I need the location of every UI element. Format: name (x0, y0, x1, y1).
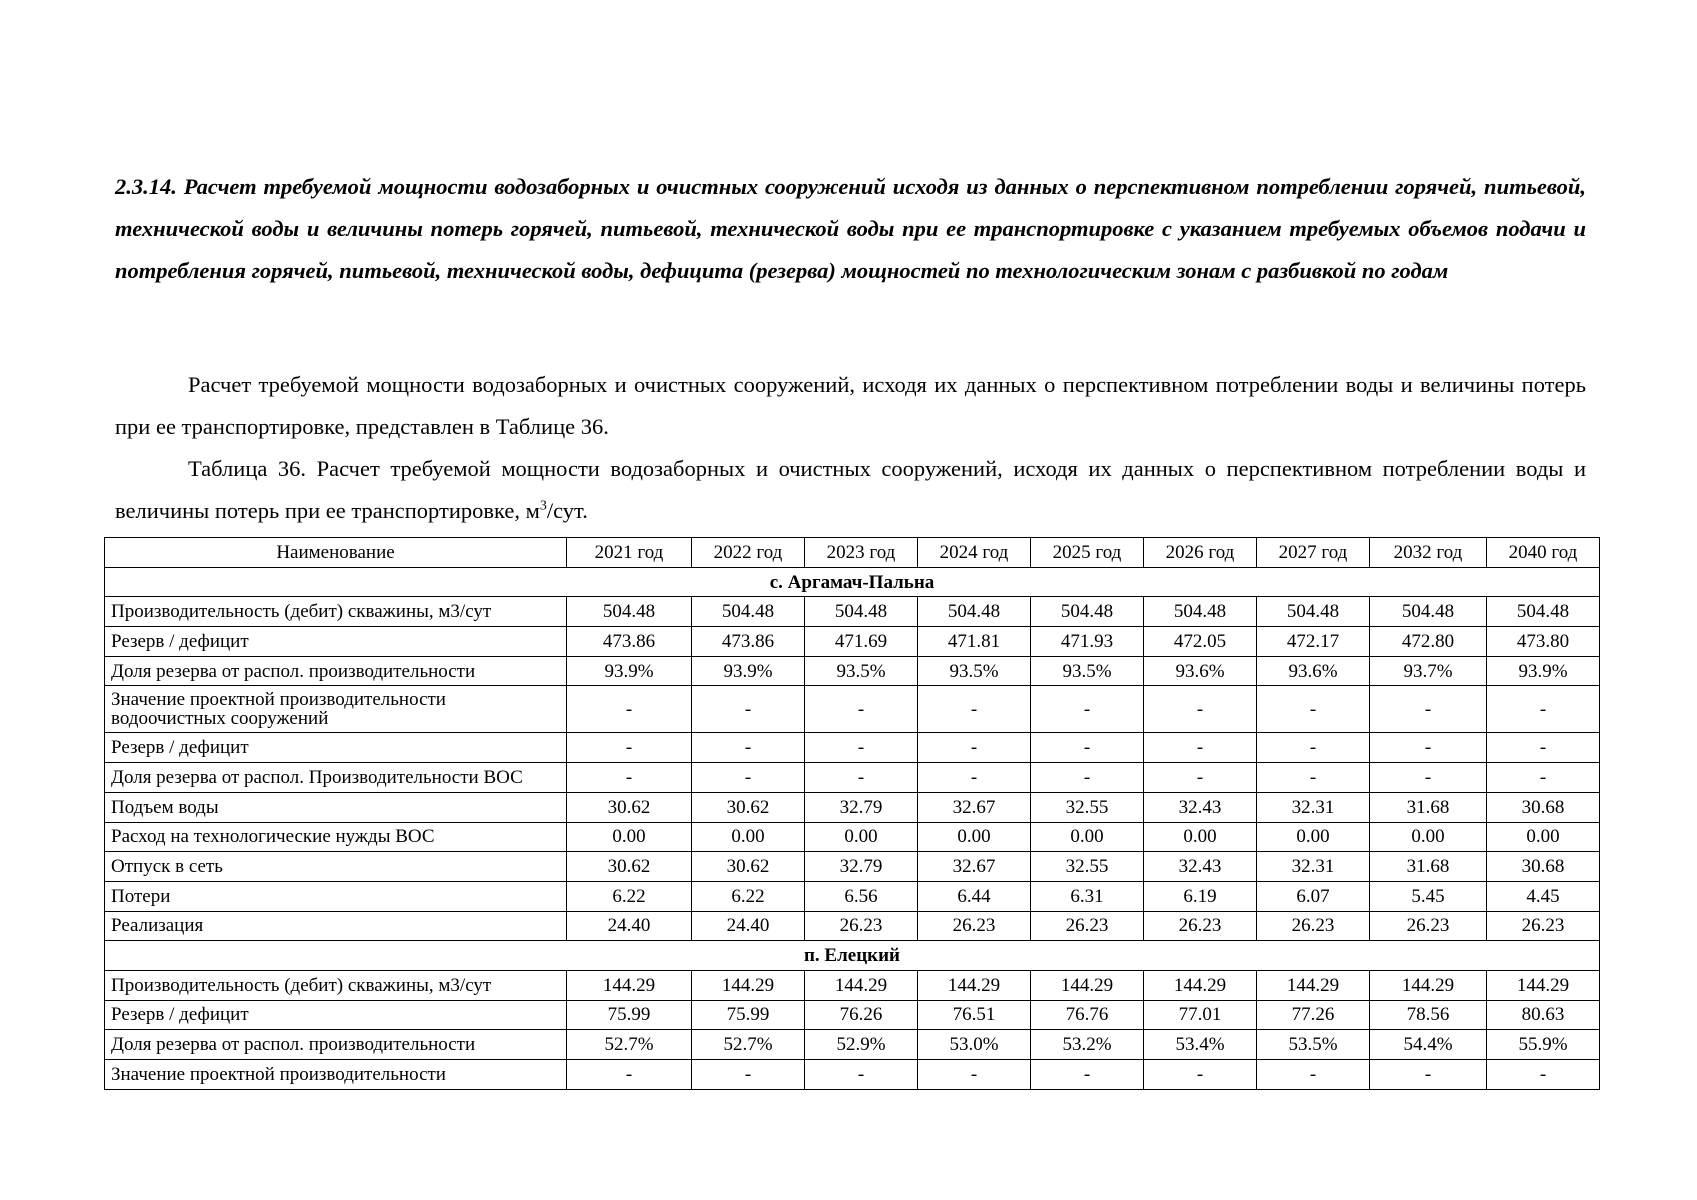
value-cell: 30.62 (567, 852, 692, 882)
value-cell: 144.29 (918, 970, 1031, 1000)
value-cell: 78.56 (1370, 1000, 1487, 1030)
value-cell: 77.01 (1144, 1000, 1257, 1030)
value-cell: 6.22 (692, 881, 805, 911)
value-cell: 0.00 (1257, 822, 1370, 852)
value-cell: 24.40 (567, 911, 692, 941)
header-cell-year: 2025 год (1031, 538, 1144, 568)
value-cell: - (1370, 733, 1487, 763)
value-cell: 93.5% (1031, 656, 1144, 686)
value-cell: 77.26 (1257, 1000, 1370, 1030)
value-cell: 26.23 (805, 911, 918, 941)
value-cell: 6.31 (1031, 881, 1144, 911)
value-cell: 30.62 (692, 852, 805, 882)
value-cell: 144.29 (805, 970, 918, 1000)
table-row (105, 627, 1600, 657)
value-cell: 144.29 (692, 970, 805, 1000)
value-cell: 30.68 (1487, 792, 1600, 822)
header-cell-name: Наименование (105, 538, 567, 568)
table-row (105, 733, 1600, 763)
value-cell: 504.48 (692, 597, 805, 627)
value-cell: 504.48 (1257, 597, 1370, 627)
value-cell: 472.17 (1257, 627, 1370, 657)
value-cell: 53.0% (918, 1030, 1031, 1060)
table-row (105, 763, 1600, 793)
header-cell-year: 2032 год (1370, 538, 1487, 568)
row-label-cell: Реализация (105, 911, 567, 941)
value-cell: 75.99 (692, 1000, 805, 1030)
value-cell: - (1487, 686, 1600, 733)
value-cell: 473.86 (567, 627, 692, 657)
row-label-cell: Доля резерва от распол. Производительности ВОС (105, 763, 567, 793)
value-cell: - (567, 1060, 692, 1090)
value-cell: 80.63 (1487, 1000, 1600, 1030)
value-cell: 32.79 (805, 792, 918, 822)
row-label-cell: Производительность (дебит) скважины, м3/сут (105, 970, 567, 1000)
value-cell: 471.81 (918, 627, 1031, 657)
value-cell: - (1487, 733, 1600, 763)
value-cell: 0.00 (567, 822, 692, 852)
value-cell: 76.26 (805, 1000, 918, 1030)
value-cell: 30.62 (567, 792, 692, 822)
table-row (105, 656, 1600, 686)
header-cell-year: 2022 год (692, 538, 805, 568)
value-cell: 0.00 (1487, 822, 1600, 852)
value-cell: 26.23 (1031, 911, 1144, 941)
value-cell: 144.29 (1487, 970, 1600, 1000)
value-cell: 55.9% (1487, 1030, 1600, 1060)
value-cell: 473.80 (1487, 627, 1600, 657)
value-cell: 6.19 (1144, 881, 1257, 911)
value-cell: 144.29 (1257, 970, 1370, 1000)
value-cell: 504.48 (805, 597, 918, 627)
capacity-table (104, 537, 1600, 1090)
value-cell: 6.07 (1257, 881, 1370, 911)
zone-row (105, 941, 1600, 971)
value-cell: 0.00 (1031, 822, 1144, 852)
table-row (105, 792, 1600, 822)
value-cell: 5.45 (1370, 881, 1487, 911)
value-cell: 26.23 (1370, 911, 1487, 941)
row-label-cell: Резерв / дефицит (105, 733, 567, 763)
value-cell: 93.9% (1487, 656, 1600, 686)
header-cell-year: 2023 год (805, 538, 918, 568)
value-cell: 6.22 (567, 881, 692, 911)
value-cell: 93.6% (1144, 656, 1257, 686)
value-cell: 32.55 (1031, 852, 1144, 882)
value-cell: 52.7% (692, 1030, 805, 1060)
value-cell: 75.99 (567, 1000, 692, 1030)
value-cell: - (1370, 1060, 1487, 1090)
value-cell: - (1257, 1060, 1370, 1090)
value-cell: - (1144, 763, 1257, 793)
row-label-cell: Расход на технологические нужды ВОС (105, 822, 567, 852)
row-label-cell: Доля резерва от распол. производительности (105, 656, 567, 686)
value-cell: 144.29 (1144, 970, 1257, 1000)
table-row (105, 852, 1600, 882)
value-cell: - (918, 733, 1031, 763)
value-cell: - (1031, 686, 1144, 733)
value-cell: 24.40 (692, 911, 805, 941)
value-cell: - (1144, 1060, 1257, 1090)
value-cell: 76.76 (1031, 1000, 1144, 1030)
value-cell: 472.05 (1144, 627, 1257, 657)
value-cell: 76.51 (918, 1000, 1031, 1030)
value-cell: 6.56 (805, 881, 918, 911)
value-cell: - (1031, 733, 1144, 763)
value-cell: - (567, 686, 692, 733)
value-cell: - (567, 763, 692, 793)
value-cell: 31.68 (1370, 792, 1487, 822)
value-cell: 473.86 (692, 627, 805, 657)
value-cell: 26.23 (918, 911, 1031, 941)
value-cell: 52.9% (805, 1030, 918, 1060)
value-cell: 93.5% (805, 656, 918, 686)
value-cell: 93.7% (1370, 656, 1487, 686)
table-row (105, 970, 1600, 1000)
value-cell: 26.23 (1144, 911, 1257, 941)
table-row (105, 1060, 1600, 1090)
value-cell: 32.67 (918, 852, 1031, 882)
value-cell: 504.48 (918, 597, 1031, 627)
value-cell: 53.5% (1257, 1030, 1370, 1060)
table-caption-text: Таблица 36. Расчет требуемой мощности водозаборных и очистных сооружений, исходя их данных о перспективном потреблении воды и величины потерь при ее транспортировке, м (115, 456, 1586, 523)
value-cell: 504.48 (1031, 597, 1144, 627)
value-cell: 32.43 (1144, 852, 1257, 882)
value-cell: 472.80 (1370, 627, 1487, 657)
value-cell: - (1031, 763, 1144, 793)
value-cell: 4.45 (1487, 881, 1600, 911)
table-caption-superscript: 3 (539, 498, 547, 514)
row-label-cell: Отпуск в сеть (105, 852, 567, 882)
value-cell: 93.9% (692, 656, 805, 686)
table-body (105, 538, 1600, 1090)
value-cell: 504.48 (1370, 597, 1487, 627)
value-cell: 6.44 (918, 881, 1031, 911)
value-cell: 26.23 (1487, 911, 1600, 941)
table-row (105, 686, 1600, 733)
value-cell: - (1031, 1060, 1144, 1090)
value-cell: 93.5% (918, 656, 1031, 686)
row-label-cell: Потери (105, 881, 567, 911)
table-row (105, 597, 1600, 627)
value-cell: 30.62 (692, 792, 805, 822)
value-cell: 53.4% (1144, 1030, 1257, 1060)
value-cell: 504.48 (1144, 597, 1257, 627)
value-cell: 32.67 (918, 792, 1031, 822)
table-caption (115, 448, 1586, 532)
value-cell: 32.31 (1257, 852, 1370, 882)
value-cell: - (1144, 733, 1257, 763)
value-cell: - (1370, 763, 1487, 793)
value-cell: - (918, 686, 1031, 733)
value-cell: - (1487, 763, 1600, 793)
zone-name-cell: п. Елецкий (105, 941, 1600, 971)
zone-name-cell: с. Аргамач-Пальна (105, 567, 1600, 597)
value-cell: 471.93 (1031, 627, 1144, 657)
header-cell-year: 2040 год (1487, 538, 1600, 568)
header-cell-year: 2024 год (918, 538, 1031, 568)
value-cell: - (692, 686, 805, 733)
table-header-row (105, 538, 1600, 568)
row-label-cell: Производительность (дебит) скважины, м3/сут (105, 597, 567, 627)
value-cell: 144.29 (1370, 970, 1487, 1000)
value-cell: - (1257, 733, 1370, 763)
value-cell: 93.6% (1257, 656, 1370, 686)
value-cell: - (1370, 686, 1487, 733)
table-row (105, 1030, 1600, 1060)
value-cell: 54.4% (1370, 1030, 1487, 1060)
header-cell-year: 2027 год (1257, 538, 1370, 568)
row-label-cell: Подъем воды (105, 792, 567, 822)
value-cell: - (805, 763, 918, 793)
value-cell: 32.79 (805, 852, 918, 882)
value-cell: 504.48 (1487, 597, 1600, 627)
value-cell: - (567, 733, 692, 763)
value-cell: 32.55 (1031, 792, 1144, 822)
table-row (105, 822, 1600, 852)
value-cell: 32.31 (1257, 792, 1370, 822)
value-cell: 32.43 (1144, 792, 1257, 822)
row-label-cell: Резерв / дефицит (105, 1000, 567, 1030)
row-label-cell: Доля резерва от распол. производительности (105, 1030, 567, 1060)
value-cell: - (805, 1060, 918, 1090)
value-cell: 31.68 (1370, 852, 1487, 882)
value-cell: 0.00 (1144, 822, 1257, 852)
table-row (105, 911, 1600, 941)
value-cell: 0.00 (692, 822, 805, 852)
value-cell: 0.00 (918, 822, 1031, 852)
value-cell: 93.9% (567, 656, 692, 686)
value-cell: - (1257, 686, 1370, 733)
value-cell: 504.48 (567, 597, 692, 627)
intro-paragraph: Расчет требуемой мощности водозаборных и очистных сооружений, исходя их данных о перспективном потреблении воды и величины потерь при ее транспортировке, представлен в Таблице 36. (115, 372, 1586, 439)
table-row (105, 881, 1600, 911)
value-cell: 0.00 (805, 822, 918, 852)
value-cell: 0.00 (1370, 822, 1487, 852)
value-cell: - (918, 1060, 1031, 1090)
value-cell: - (1144, 686, 1257, 733)
value-cell: - (918, 763, 1031, 793)
value-cell: 52.7% (567, 1030, 692, 1060)
value-cell: - (692, 733, 805, 763)
row-label-cell: Резерв / дефицит (105, 627, 567, 657)
value-cell: - (1257, 763, 1370, 793)
value-cell: 144.29 (567, 970, 692, 1000)
value-cell: 471.69 (805, 627, 918, 657)
value-cell: - (692, 763, 805, 793)
value-cell: - (1487, 1060, 1600, 1090)
value-cell: 26.23 (1257, 911, 1370, 941)
value-cell: 53.2% (1031, 1030, 1144, 1060)
section-heading: 2.3.14. Расчет требуемой мощности водозаборных и очистных сооружений исходя из данных о перспективном потреблении горячей, питьевой, технической воды и величины потерь горячей, питьевой, технической воды при ее транспортировке с указанием требуемых объемов подачи и потребления горячей, питьевой, технической воды, дефицита (резерва) мощностей по технологическим зонам с разбивкой по годам (115, 174, 1586, 283)
value-cell: - (805, 686, 918, 733)
value-cell: - (692, 1060, 805, 1090)
value-cell: - (805, 733, 918, 763)
table-row (105, 1000, 1600, 1030)
row-label-cell: Значение проектной производительности водоочистных сооружений (105, 686, 567, 733)
value-cell: 144.29 (1031, 970, 1144, 1000)
row-label-cell: Значение проектной производительности (105, 1060, 567, 1090)
value-cell: 30.68 (1487, 852, 1600, 882)
header-cell-year: 2026 год (1144, 538, 1257, 568)
table-caption-suffix: /сут. (546, 498, 588, 523)
header-cell-year: 2021 год (567, 538, 692, 568)
zone-row (105, 567, 1600, 597)
